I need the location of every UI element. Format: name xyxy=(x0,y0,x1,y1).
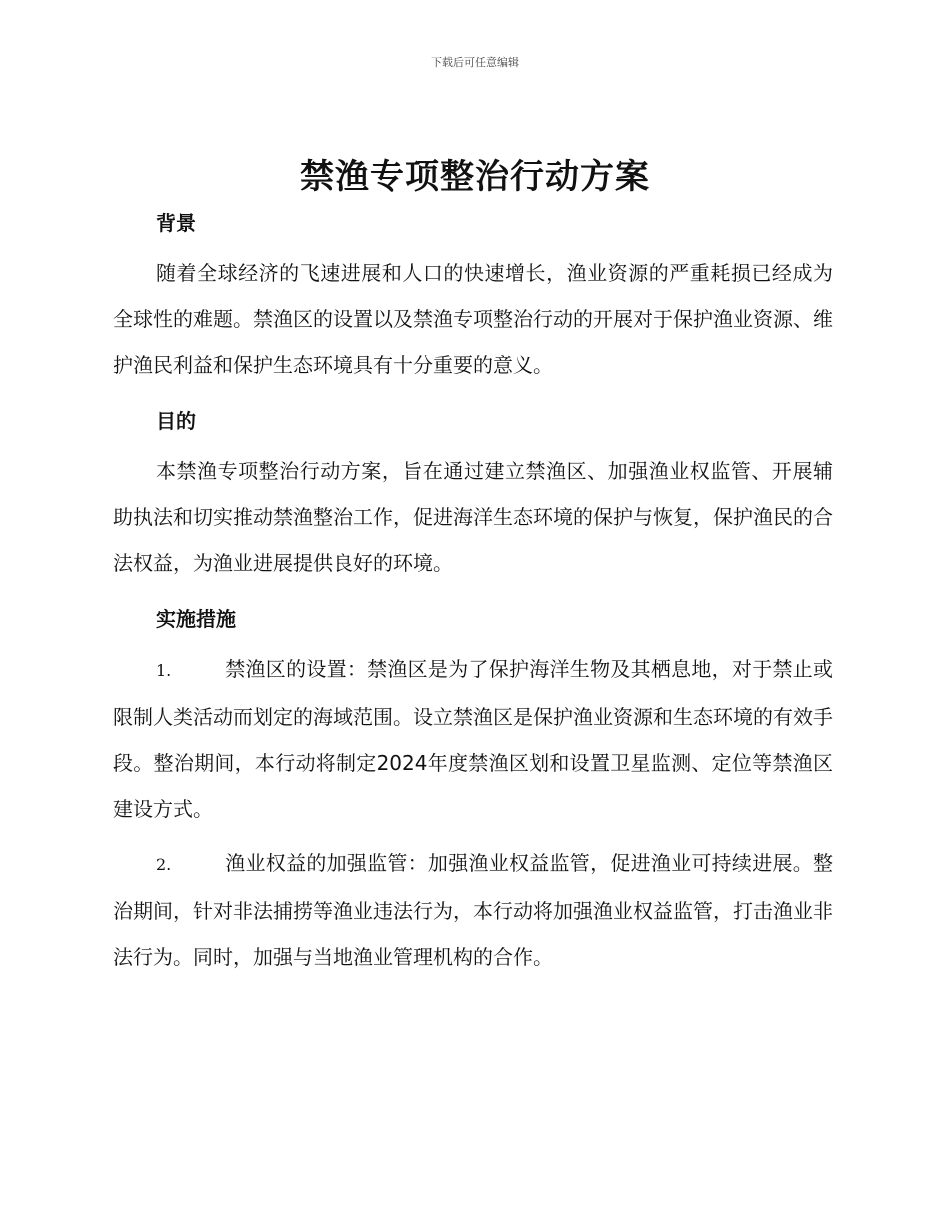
list-item-number: 2. xyxy=(156,855,172,874)
document-body xyxy=(113,204,833,980)
section-heading-measures: 实施措施 xyxy=(156,607,236,631)
list-item-text: 禁渔区的设置：禁渔区是为了保护海洋生物及其栖息地，对于禁止或限制人类活动而划定的海域范围。设立禁渔区是保护渔业资源和生态环境的有效手段。整治期间，本行动将制定2024年度禁渔区划和设置卫星监测、定位等禁渔区建设方式。 xyxy=(113,657,833,821)
section-heading-purpose: 目的 xyxy=(156,409,196,433)
header-note: 下载后可任意编辑 xyxy=(431,56,519,69)
list-item xyxy=(113,840,833,980)
purpose-paragraph: 本禁渔专项整治行动方案，旨在通过建立禁渔区、加强渔业权监管、开展辅助执法和切实推动禁渔整治工作，促进海洋生态环境的保护与恢复，保护渔民的合法权益，为渔业进展提供良好的环境。 xyxy=(113,459,833,575)
list-item-text: 渔业权益的加强监管：加强渔业权益监管，促进渔业可持续进展。整治期间，针对非法捕捞等渔业违法行为，本行动将加强渔业权益监管，打击渔业非法行为。同时，加强与当地渔业管理机构的合作。 xyxy=(113,851,833,969)
section-heading-background: 背景 xyxy=(156,211,196,235)
document-title: 禁渔专项整治行动方案 xyxy=(300,157,650,197)
list-item-number: 1. xyxy=(156,661,172,680)
background-paragraph: 随着全球经济的飞速进展和人口的快速增长，渔业资源的严重耗损已经成为全球性的难题。禁渔区的设置以及禁渔专项整治行动的开展对于保护渔业资源、维护渔民利益和保护生态环境具有十分重要的意义。 xyxy=(113,261,833,377)
list-item xyxy=(113,646,833,832)
